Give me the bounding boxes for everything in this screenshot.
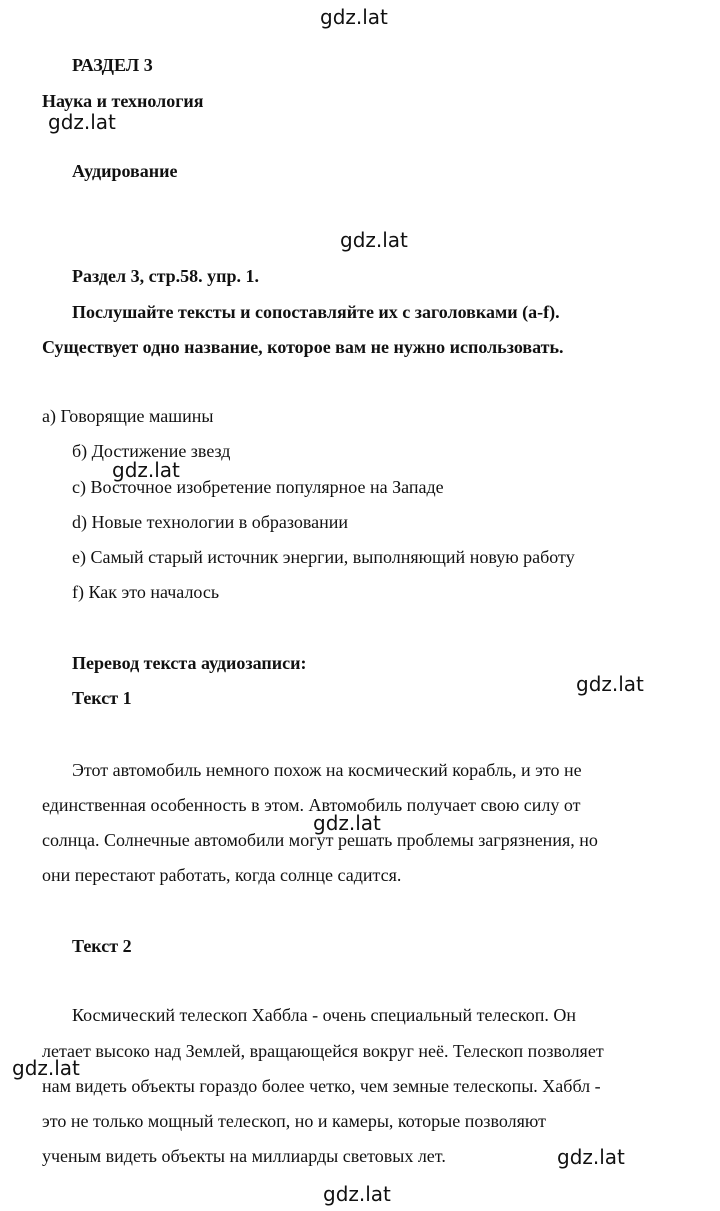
text1-title: Текст 1 bbox=[72, 688, 132, 708]
instruction-line-1: Послушайте тексты и сопоставляйте их с заголовками (a-f). bbox=[72, 302, 560, 322]
heading-option-c: c) Восточное изобретение популярное на Западе bbox=[72, 477, 444, 497]
text1-line-2: единственная особенность в этом. Автомобиль получает свою силу от bbox=[42, 795, 581, 815]
text1-line-1: Этот автомобиль немного похож на космический корабль, и это не bbox=[72, 760, 582, 780]
heading-option-a: a) Говорящие машины bbox=[42, 406, 214, 426]
instruction-line-2: Существует одно название, которое вам не нужно использовать. bbox=[42, 337, 564, 357]
heading-option-d: d) Новые технологии в образовании bbox=[72, 512, 349, 532]
text2-line-3: нам видеть объекты гораздо более четко, чем земные телескопы. Хаббл - bbox=[42, 1076, 601, 1096]
heading-option-e: e) Самый старый источник энергии, выполняющий новую работу bbox=[72, 547, 575, 567]
section-heading: РАЗДЕЛ 3 bbox=[72, 55, 153, 75]
text2-line-5: ученым видеть объекты на миллиарды световых лет. bbox=[42, 1146, 446, 1166]
watermark: gdz.lat bbox=[323, 1182, 391, 1206]
watermark: gdz.lat bbox=[320, 5, 388, 29]
watermark: gdz.lat bbox=[48, 110, 116, 134]
text1-line-3: солнца. Солнечные автомобили могут решать проблемы загрязнения, но bbox=[42, 830, 598, 850]
watermark: gdz.lat bbox=[340, 228, 408, 252]
text2-title: Текст 2 bbox=[72, 936, 132, 956]
text1-line-4: они перестают работать, когда солнце садится. bbox=[42, 865, 402, 885]
watermark: gdz.lat bbox=[112, 458, 180, 482]
subsection-heading: Аудирование bbox=[72, 161, 178, 181]
exercise-reference: Раздел 3, стр.58. упр. 1. bbox=[72, 266, 260, 286]
text2-line-4: это не только мощный телескоп, но и камеры, которые позволяют bbox=[42, 1111, 546, 1131]
watermark: gdz.lat bbox=[313, 811, 381, 835]
watermark: gdz.lat bbox=[557, 1145, 625, 1169]
heading-option-f: f) Как это началось bbox=[72, 582, 220, 602]
topic-heading: Наука и технология bbox=[42, 91, 204, 111]
watermark: gdz.lat bbox=[12, 1056, 80, 1080]
text2-line-2: летает высоко над Землей, вращающейся вокруг неё. Телескоп позволяет bbox=[42, 1041, 604, 1061]
translation-title: Перевод текста аудиозаписи: bbox=[72, 653, 307, 673]
watermark: gdz.lat bbox=[576, 672, 644, 696]
heading-option-b: б) Достижение звезд bbox=[72, 441, 231, 461]
text2-line-1: Космический телескоп Хаббла - очень специальный телескоп. Он bbox=[72, 1005, 576, 1025]
